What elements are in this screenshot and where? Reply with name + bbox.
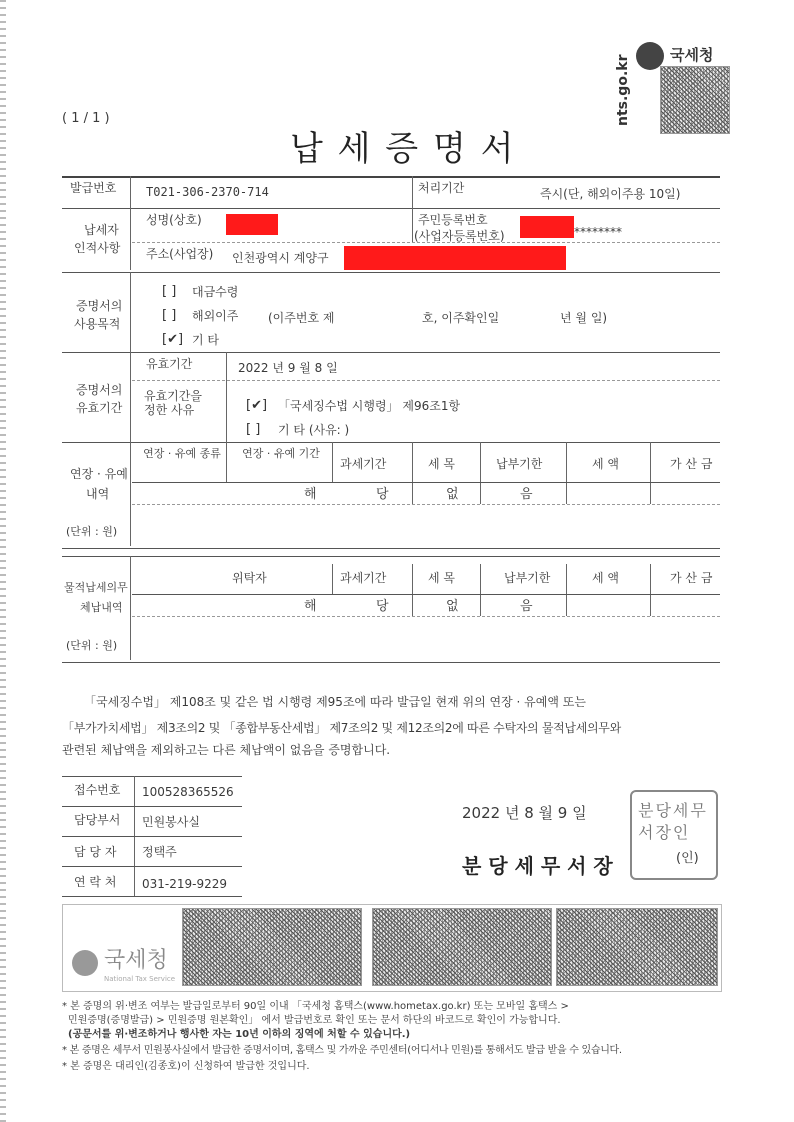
trust-none-2: 당 (376, 599, 389, 614)
purpose-option-payment: 대금수령 (192, 285, 239, 299)
processing-label: 처리기간 (418, 181, 465, 195)
receipt-value: 100528365526 (142, 785, 234, 799)
redacted-name (226, 214, 278, 235)
reason-other-text: 기 타 (사유: ) (278, 423, 350, 437)
page-indicator: ( 1 / 1 ) (62, 111, 110, 126)
deferral-none-1: 해 (304, 487, 317, 502)
reason-law-text: 「국세징수법 시행령」 제96조1항 (278, 399, 461, 413)
trust-label-2: 체납내역 (80, 601, 123, 614)
purpose-checkbox-emigration: [ ] (162, 308, 177, 323)
emigration-date-label: 호, 이주확인일 (422, 311, 500, 325)
id-value-suffix: ******** (574, 225, 622, 239)
nts-footer-logo-icon (72, 950, 98, 976)
statement-line-1: 「국세징수법」 제108조 및 같은 법 시행령 제95조에 따라 발급일 현재 위의 연장 · 유예액 또는 (84, 695, 586, 709)
period-label: 유효기간 (146, 357, 193, 371)
staff-label: 담 당 자 (74, 845, 117, 859)
qr-code (660, 66, 730, 134)
purpose-option-emigration: 해외이주 (192, 309, 239, 323)
issue-number-value: T021-306-2370-714 (146, 185, 269, 199)
validity-label: 증명서의 (76, 383, 123, 397)
emigration-date-units: 년 월 일) (560, 311, 608, 325)
agency-logo-text: 국세청 (670, 46, 714, 64)
top-rule (62, 176, 720, 178)
dept-value: 민원봉사실 (142, 815, 200, 829)
emigration-number: (이주번호 제 (268, 311, 335, 325)
taxpayer-label: 납세자 (84, 223, 119, 237)
purpose-label-2: 사용목적 (74, 317, 121, 331)
footer-logo-text: 국세청 (104, 948, 168, 973)
note-1-line-2: 민원증명(증명발급) > 민원증명 원본확인」 에서 발급번호로 확인 또는 문서 하단의 바코드로 확인이 가능합니다. (68, 1015, 561, 1026)
deferral-header-penalty: 가 산 금 (670, 457, 713, 471)
deferral-header-due: 납부기한 (496, 457, 543, 471)
statement-line-3: 관련된 체납액을 제외하고는 다른 체납액이 없음을 증명합니다. (62, 743, 391, 757)
address-label: 주소(사업장) (146, 247, 214, 261)
note-1-line-3: (공문서를 위·변조하거나 행사한 자는 10년 이하의 징역에 처할 수 있습니다.) (68, 1029, 411, 1040)
phone-label: 연 락 처 (74, 875, 117, 889)
trust-header-due: 납부기한 (504, 571, 551, 585)
receipt-label: 접수번호 (74, 783, 121, 797)
id-label-2: (사업자등록번호) (414, 229, 505, 243)
seal-mark: (인) (676, 851, 699, 866)
processing-value: 즉시(단, 해외이주용 10일) (540, 187, 681, 201)
reason-label-2: 정한 사유 (144, 403, 195, 417)
name-label: 성명(상호) (146, 213, 202, 227)
redacted-id (520, 216, 574, 238)
purpose-checkbox-payment: [ ] (162, 284, 177, 299)
reason-checkbox-other: [ ] (246, 422, 261, 437)
address-value: 인천광역시 계양구 (232, 251, 329, 265)
official-seal (630, 790, 718, 880)
deferral-header-type: 연장 · 유예 종류 (143, 447, 221, 460)
scan-edge (0, 0, 6, 1122)
note-3: * 본 증명은 대리인(김종호)이 신청하여 발급한 것입니다. (62, 1061, 310, 1072)
trust-none-4: 음 (520, 599, 533, 614)
seal-text: 분당세무서장인 (638, 801, 708, 842)
period-value: 2022 년 9 월 8 일 (238, 361, 338, 375)
issuing-office: 분 당 세 무 서 장 (462, 854, 613, 878)
redacted-address (344, 246, 566, 270)
deferral-header-period: 연장 · 유예 기간 (242, 447, 320, 460)
barcode-1 (182, 908, 362, 986)
issue-date: 2022 년 8 월 9 일 (462, 804, 587, 822)
purpose-option-other: 기 타 (192, 333, 219, 347)
deferral-header-amount: 세 액 (592, 457, 619, 471)
deferral-none-4: 음 (520, 487, 533, 502)
phone-value: 031-219-9229 (142, 877, 228, 891)
barcode-2 (372, 908, 552, 986)
reason-checkbox-law: [✔] (246, 398, 268, 413)
purpose-checkbox-other: [✔] (162, 332, 184, 347)
site-url: nts.go.kr (615, 54, 631, 126)
note-2: * 본 증명은 세무서 민원봉사실에서 발급한 증명서이며, 홈택스 및 가까운 주민센터(어디서나 민원)를 통해서도 발급 받을 수 있습니다. (62, 1045, 622, 1056)
dept-label: 담당부서 (74, 813, 121, 827)
reason-label: 유효기간을 (144, 389, 202, 403)
staff-value: 정택주 (142, 845, 177, 859)
validity-label-2: 유효기간 (76, 401, 123, 415)
trust-header-tax-item: 세 목 (428, 571, 455, 585)
deferral-none-3: 없 (446, 487, 459, 502)
trust-none-3: 없 (446, 599, 459, 614)
purpose-label: 증명서의 (76, 299, 123, 313)
trust-header-tax-period: 과세기간 (340, 571, 387, 585)
note-1-line-1: * 본 증명의 위·변조 여부는 발급일로부터 90일 이내 「국세청 홈택스(www.hometax.go.kr) 또는 모바일 홈택스 > (62, 1001, 569, 1012)
deferral-header-tax-item: 세 목 (428, 457, 455, 471)
trust-unit: (단위 : 원) (66, 639, 118, 652)
barcode-3 (556, 908, 718, 986)
id-label: 주민등록번호 (418, 213, 488, 227)
statement-line-2: 「부가가치세법」 제3조의2 및 「종합부동산세법」 제7조의2 및 제12조의2에 따른 수탁자의 물적납세의무와 (62, 721, 621, 735)
trust-header-penalty: 가 산 금 (670, 571, 713, 585)
trust-none-1: 해 (304, 599, 317, 614)
deferral-header-tax-period: 과세기간 (340, 457, 387, 471)
footer-logo-sub: National Tax Service (104, 975, 176, 983)
taxpayer-label-2: 인적사항 (74, 241, 121, 255)
issue-number-label: 발급번호 (70, 181, 117, 195)
document-title: 납 세 증 명 서 (290, 129, 516, 169)
deferral-none-2: 당 (376, 487, 389, 502)
trust-label: 물적납세의무 (64, 581, 128, 594)
deferral-label: 연장 · 유예 (70, 467, 128, 481)
trust-header-amount: 세 액 (592, 571, 619, 585)
deferral-label-2: 내역 (86, 487, 110, 501)
deferral-unit: (단위 : 원) (66, 525, 118, 538)
trust-header-trustor: 위탁자 (232, 571, 267, 585)
